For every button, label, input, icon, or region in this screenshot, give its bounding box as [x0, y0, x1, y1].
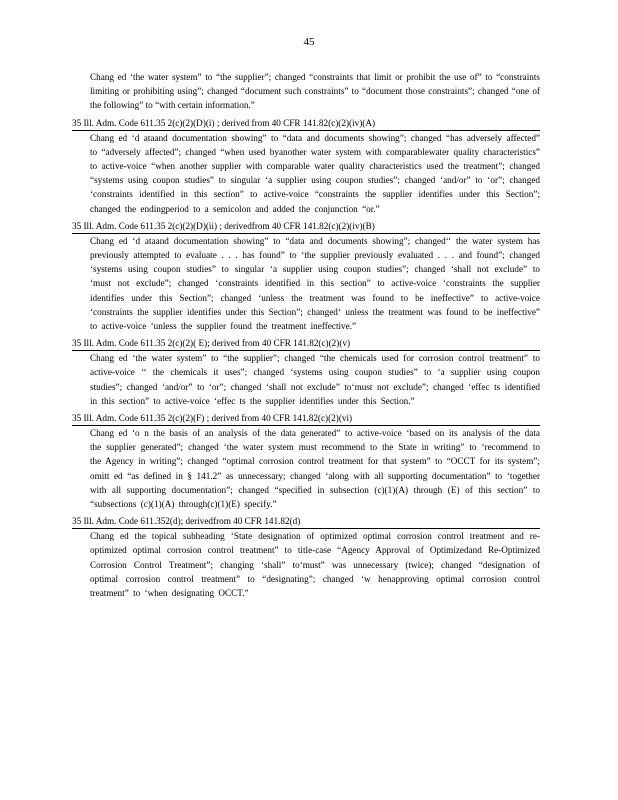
change-description: Chang ed ‘o n the basis of an analysis of the data generated” to active-voice ‘based on its analysis of the data the supplier generated”; changed ‘the water system must recommend to the State in writing” to ‘recommend to the Agency in writing”; changed “optimal corrosion control treatment for that system” to “OCCT for its system”; omitt ed “as defined in § 141.2” as unnecessary; changed ‘along with all supporting documentation” to ‘together with all supporting documentation”; changed “specified in subsection (c)(1)(A) through (E) of this section” to “subsections (c)(1)(A) through(c)(1)(E) specify.” — [90, 428, 540, 510]
entry-5 — [72, 515, 540, 600]
citation-heading: 35 Ill. Adm. Code 611.352(d); derivedfrom 40 CFR 141.82(d) — [72, 515, 540, 529]
entry-1 — [72, 117, 540, 216]
citation-heading: 35 Ill. Adm. Code 611.35 2(c)(2)(F) ; derived from 40 CFR 141.82(c)(2)(vi) — [72, 412, 540, 426]
change-description: Chang ed the topical subheading ‘State designation of optimized optimal corrosion control treatment and re-optimized optimal corrosion control treatment” to title-case “Agency Approval of Optimizedand Re-Optimized Corrosion Control Treatment”; changing ‘shall” to‘must” was unnecessary (twice); changed “designation of optimal corrosion control treatment” to “designating”; changed ‘w henapproving optimal corrosion control treatment” to ‘when designating OCCT.” — [90, 531, 540, 599]
citation-heading: 35 Ill. Adm. Code 611.35 2(c)(2)( E); derived from 40 CFR 141.82(c)(2)(v) — [72, 337, 540, 351]
entry-3 — [72, 337, 540, 408]
page-number: 45 — [303, 36, 315, 48]
change-description: Chang ed ‘d ataand documentation showing” to “data and documents showing”; changed “has adversely affected” to “adversely affected”; changed “when used byanother water system with comparablewater quality characteristics” to active-voice “when another supplier with comparable water quality characteristics used the treatment”; changed “systems using coupon studies” to singular ‘a supplier using coupon studies”; changed ‘and/or” to ‘or”; changed ‘constraints identified in this section” to active-voice “constraints the supplier identifies under this Section”; changed the endingperiod to a semicolon and added the conjunction “or.” — [90, 132, 540, 214]
entry-4 — [72, 412, 540, 511]
document-body — [72, 70, 540, 600]
change-description: Chang ed ‘d ataand documentation showing” to “data and documents showing”; changed‘‘ the water system has previously attempted to evaluate . . . has found” to ‘the supplier previously evaluated . . . and found”; changed ‘systems using coupon studies” to singular ‘a supplier using coupon studies”; changed ‘shall not exclude” to ‘must not exclude”; changed ‘constraints identified in this section” to active-voice ‘constraints the supplier identifies under this Section”; changed ‘unless the treatment was found to be ineffective” to active-voice ‘constraints the supplier identifies under this Section”; changed‘ unless the treatment was found to be ineffective” to active-voice ‘unless the supplier found the treatment ineffective.” — [90, 235, 540, 332]
entry-2 — [72, 220, 540, 333]
intro-paragraph: Chang ed ‘the water system” to “the supplier”; changed “constraints that limit or prohibit the use of” to “constraints limiting or prohibiting using”; changed “document such constraints” to “document those constraints”; changed “one of the following” to “with certain information.” — [90, 72, 540, 111]
change-description: Chang ed ‘the water system” to “the supplier”; changed “the chemicals used for corrosion control treatment” to active-voice ‘‘ the chemicals it uses”; changed ‘systems using coupon studies” to ‘a supplier using coupon studies”; changed ‘and/or” to ‘or”; changed ‘shall not exclude” to‘must not exclude”; changed ‘effec ts identified in this section” to active-voice ‘effec ts the supplier identifies under this Section.” — [90, 353, 540, 406]
citation-heading: 35 Ill. Adm. Code 611.35 2(c)(2)(D)(ii) ; derivedfrom 40 CFR 141.82(c)(2)(iv)(B) — [72, 220, 540, 234]
citation-heading: 35 Ill. Adm. Code 611.35 2(c)(2)(D)(i) ; derived from 40 CFR 141.82(c)(2)(iv)(A) — [72, 117, 540, 131]
